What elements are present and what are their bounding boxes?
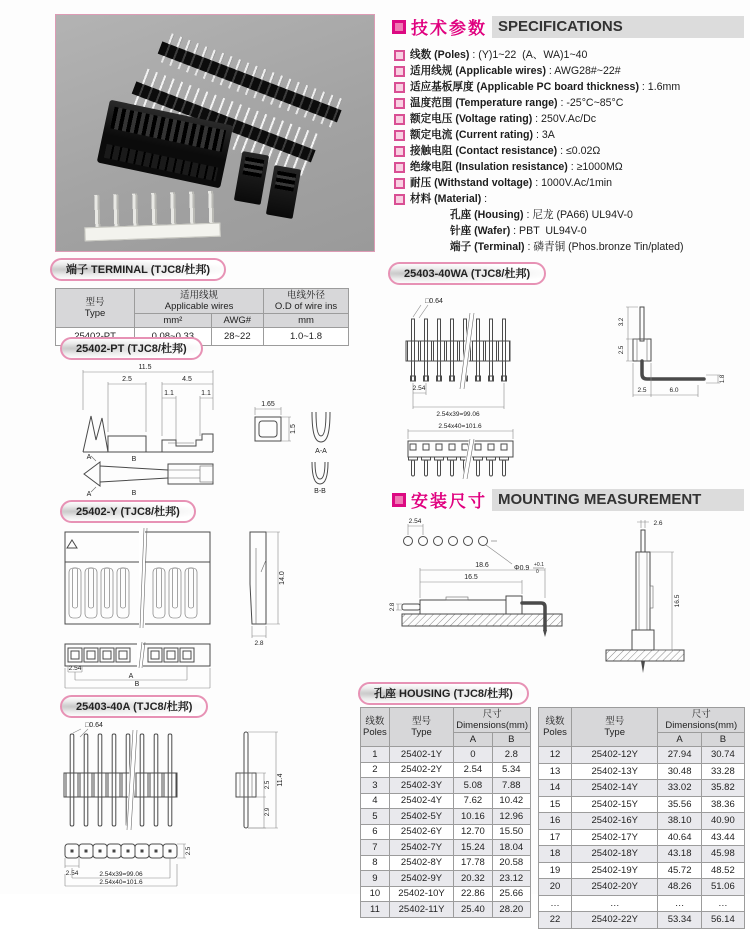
section-title-cn: 安装尺寸: [411, 492, 487, 511]
small-housing-1: [234, 151, 269, 205]
spec-list: [392, 47, 744, 207]
svg-text:+0.1: +0.1: [534, 562, 544, 568]
spec-item: [394, 143, 744, 159]
svg-text:2.54: 2.54: [412, 385, 426, 392]
svg-text:4.5: 4.5: [182, 376, 192, 383]
pt-section-AA: [312, 412, 330, 455]
col-wires: 适用线规 Applicable wires: [135, 289, 264, 314]
spec-label: 接触电阻 (Contact resistance): [410, 145, 561, 157]
table-row: 9 25402-9Y 20.32 23.12: [361, 871, 531, 887]
spec-value: : 1000V.Ac/1min: [535, 177, 613, 189]
col-awg: AWG#: [211, 314, 263, 328]
svg-text:2.8: 2.8: [390, 602, 396, 612]
svg-text:1.8: 1.8: [720, 374, 726, 384]
svg-text:2.54x39=99.06: 2.54x39=99.06: [99, 871, 143, 878]
svg-text:3.2: 3.2: [619, 317, 625, 327]
svg-text:14.0: 14.0: [279, 571, 286, 585]
table-row: 19 25402-19Y 45.72 48.52: [539, 862, 745, 879]
svg-text:2.54: 2.54: [408, 518, 422, 525]
col-type: 型号 Type: [389, 708, 453, 747]
spec-item: [394, 63, 744, 79]
table-row: 1 25402-1Y 0 2.8: [361, 747, 531, 763]
specifications-section: [392, 14, 744, 255]
a-front-view: [64, 722, 177, 830]
spec-value: :: [484, 193, 488, 205]
material-item: [450, 239, 744, 255]
svg-text:2.54x39=99.06: 2.54x39=99.06: [436, 411, 480, 418]
bullet-square-icon: [394, 82, 405, 93]
housing-table-right: [538, 707, 745, 929]
col-od: 电线外径 O.D of wire ins: [264, 289, 349, 314]
spec-label: 适用线规 (Applicable wires): [410, 65, 549, 77]
spec-label: 温度范围 (Temperature range): [410, 97, 561, 109]
svg-text:2.5: 2.5: [122, 376, 132, 383]
housing-section-label: 孔座 HOUSING (TJC8/杜邦): [358, 682, 529, 705]
svg-text:□0.64: □0.64: [85, 722, 103, 729]
straight-header-drawing: [50, 718, 350, 890]
right-angle-header-drawing: [388, 289, 745, 482]
wa-side-view: [619, 307, 726, 397]
svg-text:A-A: A-A: [315, 448, 327, 455]
svg-text:2.8: 2.8: [254, 640, 264, 647]
bullet-square-icon: [394, 114, 405, 125]
table-row: 16 25402-16Y 38.10 40.90: [539, 813, 745, 830]
product-photo: [55, 14, 375, 252]
crimp-terminal-strip: [83, 191, 221, 242]
spec-item: [394, 95, 744, 111]
svg-text:2.54: 2.54: [65, 870, 79, 877]
pt-top-view: [84, 454, 213, 498]
svg-text:2.9: 2.9: [265, 807, 271, 817]
table-row: … … … …: [539, 895, 745, 912]
svg-text:2.5: 2.5: [619, 345, 625, 355]
a-drawing-label: 25403-40A (TJC8/杜邦): [60, 695, 208, 718]
mounting-drawing: [390, 516, 745, 678]
small-housing-2: [266, 165, 301, 219]
bullet-square-icon: [394, 50, 405, 61]
svg-text:1.65: 1.65: [261, 401, 275, 408]
spec-item: [394, 191, 744, 207]
mount-vertical-view: [606, 520, 684, 673]
svg-text:6.0: 6.0: [669, 387, 679, 394]
a-bottom-view: [65, 844, 192, 886]
svg-text:2.5: 2.5: [637, 387, 647, 394]
wa-front-view: [406, 298, 510, 418]
bullet-square-icon: [394, 178, 405, 189]
svg-text:11.4: 11.4: [277, 773, 284, 787]
svg-text:1.5: 1.5: [290, 424, 297, 434]
housing-table-left: [360, 707, 531, 918]
wa-drawing-label: 25403-40WA (TJC8/杜邦): [388, 262, 546, 285]
spec-value: : 3A: [535, 129, 555, 141]
spec-value: : 1.6mm: [641, 81, 681, 93]
svg-text:2.5: 2.5: [186, 846, 192, 856]
table-row: 2 25402-2Y 2.54 5.34: [361, 762, 531, 778]
svg-text:□0.64: □0.64: [425, 298, 443, 305]
col-poles: 线数 Poles: [361, 708, 390, 747]
spec-label: 线数 (Poles): [410, 49, 473, 61]
spec-item: [394, 47, 744, 63]
table-row: 7 25402-7Y 15.24 18.04: [361, 840, 531, 856]
pt-section-BB: [312, 462, 328, 495]
table-row: 10 25402-10Y 22.86 25.66: [361, 886, 531, 902]
col-poles: 线数 Poles: [539, 708, 572, 747]
table-row: 14 25402-14Y 33.02 35.82: [539, 780, 745, 797]
svg-text:2.54x40=101.6: 2.54x40=101.6: [438, 423, 482, 430]
table-row: 8 25402-8Y 17.78 20.58: [361, 855, 531, 871]
material-item: [450, 207, 744, 223]
table-row: 4 25402-4Y 7.62 10.42: [361, 793, 531, 809]
spec-item: [394, 79, 744, 95]
svg-text:16.5: 16.5: [674, 594, 681, 608]
spec-label: 材料 (Material): [410, 193, 485, 205]
svg-text:Φ0.9: Φ0.9: [514, 565, 530, 572]
spec-label: 绝缘电阻 (Insulation resistance): [410, 161, 571, 173]
col-dimensions: 尺寸 Dimensions(mm): [658, 708, 745, 733]
spec-label: 适应基板厚度 (Applicable PC board thickness): [410, 81, 642, 93]
spec-label: 额定电流 (Current rating): [410, 129, 536, 141]
svg-text:16.5: 16.5: [464, 574, 478, 581]
pt-section-view: [255, 401, 297, 441]
spec-item: [394, 127, 744, 143]
material-value: : 尼龙 (PA66) UL94V-0: [526, 209, 633, 221]
material-item: [450, 223, 744, 239]
housing-dimension-drawing: [50, 524, 375, 692]
col-b: B: [492, 733, 530, 747]
terminal-dimension-drawing: [50, 360, 375, 498]
svg-text:B: B: [134, 681, 140, 688]
svg-text:B-B: B-B: [314, 488, 326, 495]
col-a: A: [658, 733, 701, 747]
svg-text:A: A: [128, 673, 134, 680]
svg-text:B: B: [131, 490, 137, 497]
material-value: : 磷青铜 (Phos.bronze Tin/plated): [527, 241, 684, 253]
section-title-en: SPECIFICATIONS: [492, 16, 744, 38]
col-mm2: mm²: [135, 314, 211, 328]
y-front-view: [65, 528, 210, 628]
specifications-header: [392, 14, 744, 39]
svg-text:1.1: 1.1: [164, 390, 174, 397]
mounting-header: [392, 487, 744, 512]
table-row: 11 25402-11Y 25.40 28.20: [361, 902, 531, 918]
table-row: 15 25402-15Y 35.56 38.36: [539, 796, 745, 813]
dim-label: 11.5: [138, 364, 152, 371]
section-title-en: MOUNTING MEASUREMENT: [492, 489, 744, 511]
table-row: 13 25402-13Y 30.48 33.28: [539, 763, 745, 780]
svg-text:2.6: 2.6: [653, 520, 663, 527]
mount-hole-layout: [404, 518, 545, 575]
svg-text:2.54x40=101.6: 2.54x40=101.6: [99, 879, 143, 886]
y-side-view: [250, 532, 286, 647]
svg-text:A: A: [86, 491, 92, 498]
spec-label: 额定电压 (Voltage rating): [410, 113, 536, 125]
table-row: 3 25402-3Y 5.08 7.88: [361, 778, 531, 794]
material-label: 针座 (Wafer): [450, 225, 514, 237]
table-row: 22 25402-22Y 53.34 56.14: [539, 912, 745, 929]
spec-label: 耐压 (Withstand voltage): [410, 177, 536, 189]
bullet-square-icon: [394, 98, 405, 109]
bullet-square-icon: [394, 66, 405, 77]
material-label: 孔座 (Housing): [450, 209, 527, 221]
table-row: 6 25402-6Y 12.70 15.50: [361, 824, 531, 840]
y-bottom-view: [65, 642, 210, 688]
spec-item: [394, 159, 744, 175]
svg-text:B: B: [131, 456, 137, 463]
bullet-square-icon: [394, 194, 405, 205]
pt-side-view: [83, 364, 213, 452]
spec-value: : -25°C~85°C: [560, 97, 624, 109]
spec-value: : ≥1000MΩ: [570, 161, 623, 173]
spec-value: : (Y)1~22 (A、WA)1~40: [472, 49, 588, 61]
col-a: A: [454, 733, 492, 747]
spec-value: : ≤0.02Ω: [560, 145, 601, 157]
bullet-square-icon: [394, 146, 405, 157]
svg-text:0: 0: [536, 569, 539, 575]
table-row: 5 25402-5Y 10.16 12.96: [361, 809, 531, 825]
y-drawing-label: 25402-Y (TJC8/杜邦): [60, 500, 196, 523]
a-side-view: [236, 732, 284, 828]
table-row: 18 25402-18Y 43.18 45.98: [539, 846, 745, 863]
svg-text:18.6: 18.6: [475, 562, 489, 569]
material-label: 端子 (Terminal): [450, 241, 528, 253]
svg-text:A: A: [86, 454, 92, 461]
table-row: 28~22 1.0~1.8: [56, 328, 349, 346]
spec-value: : AWG28#~22#: [548, 65, 621, 77]
material-sublist: [392, 207, 744, 255]
spec-value: : 250V.Ac/Dc: [535, 113, 597, 125]
svg-text:1.1: 1.1: [201, 390, 211, 397]
col-b: B: [701, 733, 744, 747]
table-row: 17 25402-17Y 40.64 43.44: [539, 829, 745, 846]
bullet-square-icon: [394, 162, 405, 173]
table-row: 12 25402-12Y 27.94 30.74: [539, 747, 745, 764]
spec-item: [394, 111, 744, 127]
section-title-cn: 技术参数: [411, 19, 487, 38]
col-dimensions: 尺寸 Dimensions(mm): [454, 708, 531, 733]
terminal-section-label: 端子 TERMINAL (TJC8/杜邦): [50, 258, 226, 281]
spec-item: [394, 175, 744, 191]
bullet-square-icon: [394, 130, 405, 141]
svg-text:2.5: 2.5: [265, 780, 271, 790]
wa-bottom-view: [408, 423, 513, 479]
table-row: 20 25402-20Y 48.26 51.06: [539, 879, 745, 896]
col-type: 型号 Type: [56, 289, 135, 328]
pink-square-icon: [392, 493, 406, 507]
svg-text:2.54: 2.54: [68, 665, 82, 672]
col-type: 型号 Type: [571, 708, 658, 747]
pink-square-icon: [392, 20, 406, 34]
pt-drawing-label: 25402-PT (TJC8/杜邦): [60, 337, 203, 360]
col-mm: mm: [264, 314, 349, 328]
material-value: : PBT UL94V-0: [513, 225, 587, 237]
